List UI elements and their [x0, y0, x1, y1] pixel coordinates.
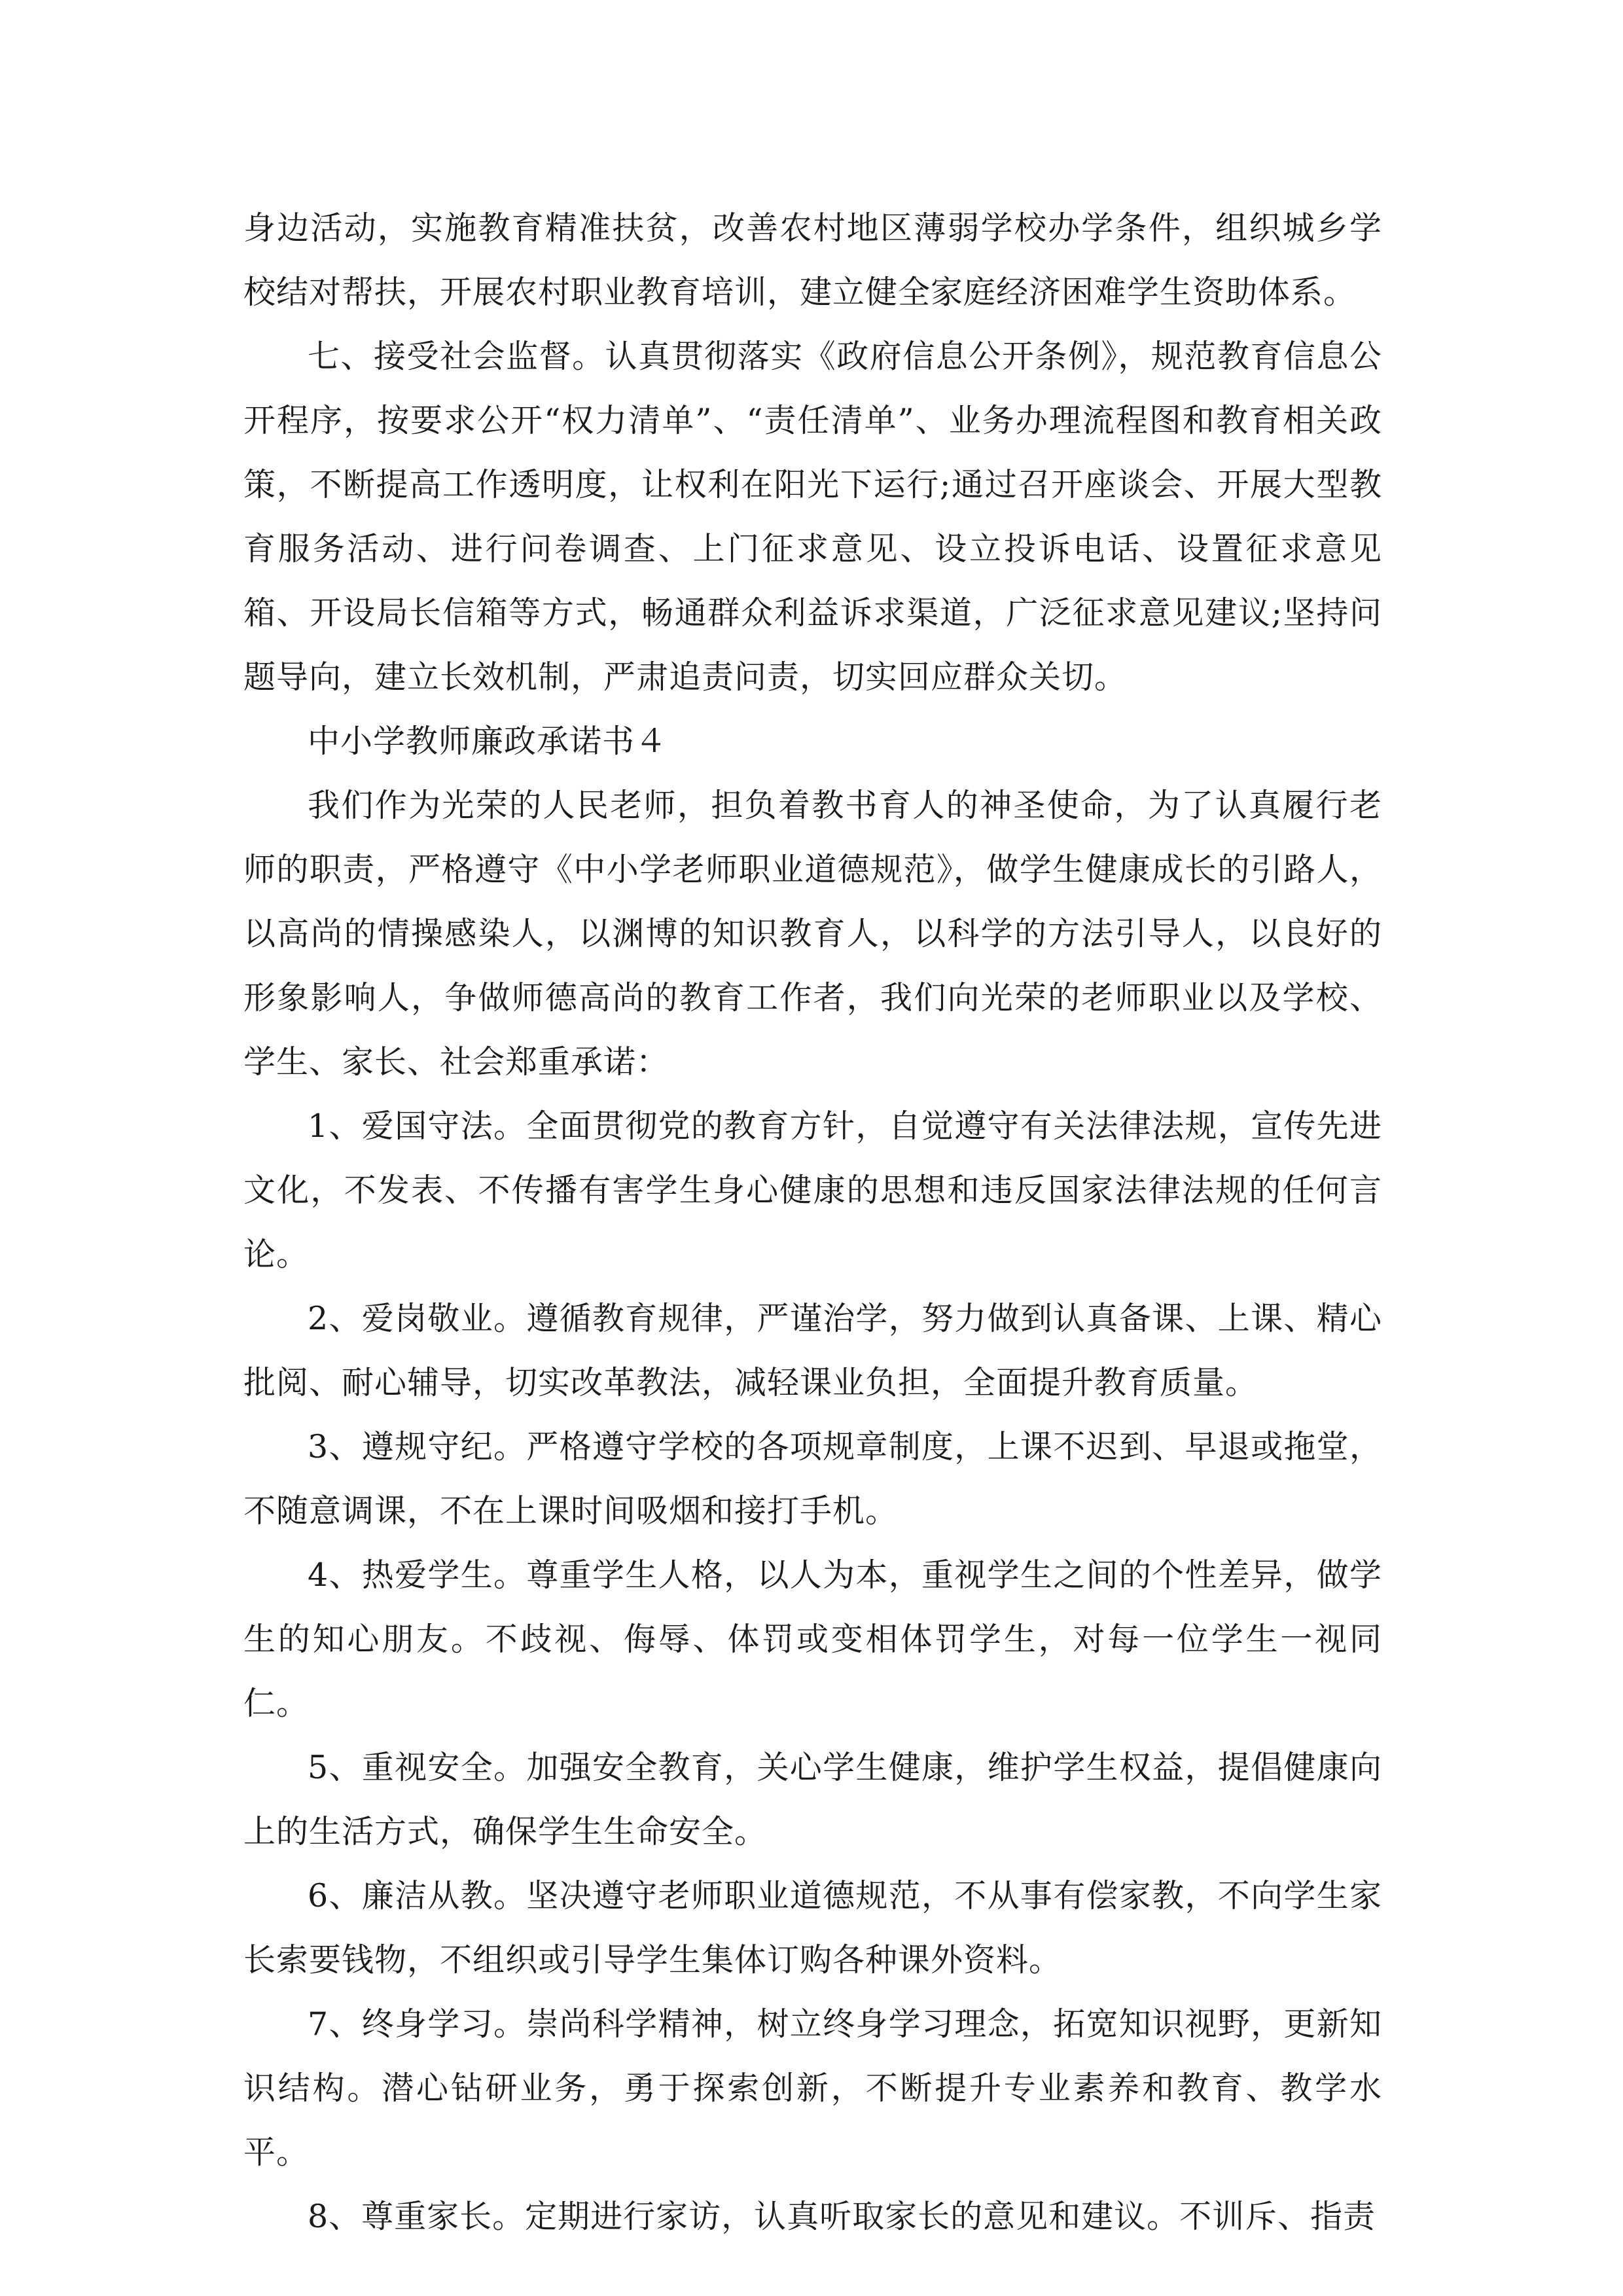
document-body: [243, 196, 1382, 2249]
paragraph-intro: 我们作为光荣的人民老师，担负着教书育人的神圣使命，为了认真履行老师的职责，严格遵守《中小学老师职业道德规范》，做学生健康成长的引路人，以高尚的情操感染人，以渊博的知识教育人，以科学的方法引导人，以良好的形象影响人，争做师德高尚的教育工作者，我们向光荣的老师职业以及学校、学生、家长、社会郑重承诺：: [243, 787, 1382, 1081]
pledge-item-7: 7、终身学习。崇尚科学精神，树立终身学习理念，拓宽知识视野，更新知识结构。潜心钻研业务，勇于探索创新，不断提升专业素养和教育、教学水平。: [243, 2005, 1382, 2171]
pledge-item-5: 5、重视安全。加强安全教育，关心学生健康，维护学生权益，提倡健康向上的生活方式，确保学生生命安全。: [243, 1749, 1382, 1850]
pledge-item-2: 2、爱岗敬业。遵循教育规律，严谨治学，努力做到认真备课、上课、精心批阅、耐心辅导，切实改革教法，减轻课业负担，全面提升教育质量。: [243, 1300, 1382, 1401]
paragraph-continuation: 身边活动，实施教育精准扶贫，改善农村地区薄弱学校办学条件，组织城乡学校结对帮扶，开展农村职业教育培训，建立健全家庭经济困难学生资助体系。: [243, 209, 1382, 311]
pledge-item-3: 3、遵规守纪。严格遵守学校的各项规章制度，上课不迟到、早退或拖堂，不随意调课，不在上课时间吸烟和接打手机。: [243, 1428, 1382, 1530]
pledge-item-6: 6、廉洁从教。坚决遵守老师职业道德规范，不从事有偿家教，不向学生家长索要钱物，不组织或引导学生集体订购各种课外资料。: [243, 1877, 1382, 1979]
pledge-item-4: 4、热爱学生。尊重学生人格，以人为本，重视学生之间的个性差异，做学生的知心朋友。不歧视、侮辱、体罚或变相体罚学生，对每一位学生一视同仁。: [243, 1556, 1382, 1722]
pledge-item-8: 8、尊重家长。定期进行家访，认真听取家长的意见和建议。不训斥、指责: [308, 2198, 1376, 2235]
pledge-item-1: 1、爱国守法。全面贯彻党的教育方针，自觉遵守有关法律法规，宣传先进文化，不发表、不传播有害学生身心健康的思想和违反国家法律法规的任何言论。: [243, 1107, 1382, 1273]
paragraph-social-supervision: 七、接受社会监督。认真贯彻落实《政府信息公开条例》，规范教育信息公开程序，按要求公开“权力清单”、“责任清单”、业务办理流程图和教育相关政策，不断提高工作透明度，让权利在阳光下运行;通过召开座谈会、开展大型教育服务活动、进行问卷调查、上门征求意见、设立投诉电话、设置征求意见箱、开设局长信箱等方式，畅通群众利益诉求渠道，广泛征求意见建议;坚持问题导向，建立长效机制，严肃追责问责，切实回应群众关切。: [243, 338, 1382, 696]
section-heading: 中小学教师廉政承诺书４: [308, 723, 668, 760]
